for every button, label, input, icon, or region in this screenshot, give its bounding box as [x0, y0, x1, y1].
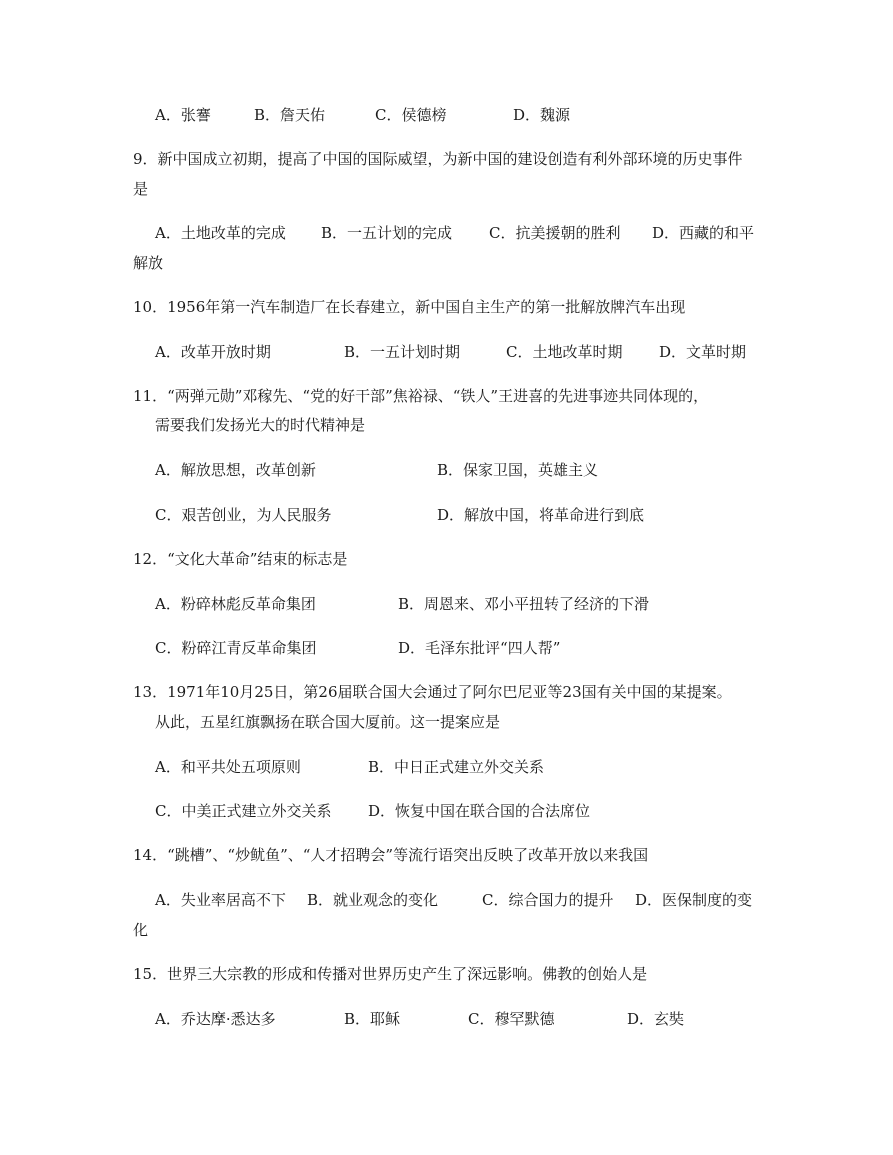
q15-option-d: D．玄奘 [627, 1010, 685, 1028]
q9-option-d: D．西藏的和平 [652, 224, 755, 242]
q9-option-b: B．一五计划的完成 [321, 224, 453, 242]
q14-option-c: C．综合国力的提升 [482, 891, 614, 909]
q14-option-d-cont: 化 [133, 921, 149, 939]
q9-option-d-cont: 解放 [133, 254, 164, 272]
q10-option-b: B．一五计划时期 [344, 343, 461, 361]
q14-option-b: B．就业观念的变化 [307, 891, 439, 909]
q15-option-b: B．耶稣 [344, 1010, 401, 1028]
q15-option-c: C．穆罕默德 [468, 1010, 555, 1028]
q13-stem: 13．1971年10月25日，第26届联合国大会通过了阿尔巴尼亚等23国有关中国的某提案。 [133, 683, 732, 701]
q8-option-b: B．詹天佑 [254, 106, 326, 124]
q11-option-b: B．保家卫国，英雄主义 [437, 461, 599, 479]
q14-option-a: A．失业率居高不下 [155, 891, 286, 909]
q9-stem-cont: 是 [133, 180, 149, 198]
q9-option-c: C．抗美援朝的胜利 [489, 224, 621, 242]
q14-option-d: D．医保制度的变 [635, 891, 753, 909]
q10-option-d: D．文革时期 [659, 343, 747, 361]
q9-stem: 9．新中国成立初期，提高了中国的国际威望，为新中国的建设创造有利外部环境的历史事件 [133, 150, 743, 168]
q13-option-a: A．和平共处五项原则 [155, 758, 301, 776]
q13-stem-cont: 从此，五星红旗飘扬在联合国大厦前。这一提案应是 [155, 713, 501, 731]
q12-option-a: A．粉碎林彪反革命集团 [155, 595, 316, 613]
q11-stem-cont: 需要我们发扬光大的时代精神是 [155, 416, 366, 434]
q9-option-a: A．土地改革的完成 [155, 224, 286, 242]
q12-option-d: D．毛泽东批评“四人帮” [398, 639, 561, 657]
q10-option-a: A．改革开放时期 [155, 343, 271, 361]
q11-option-c: C．艰苦创业，为人民服务 [155, 506, 332, 524]
q8-option-d: D．魏源 [513, 106, 571, 124]
q8-option-a: A．张謇 [155, 106, 211, 124]
q13-option-c: C．中美正式建立外交关系 [155, 802, 332, 820]
q10-option-c: C．土地改革时期 [506, 343, 623, 361]
q10-stem: 10．1956年第一汽车制造厂在长春建立，新中国自主生产的第一批解放牌汽车出现 [133, 298, 686, 316]
q11-option-a: A．解放思想，改革创新 [155, 461, 316, 479]
q12-option-c: C．粉碎江青反革命集团 [155, 639, 317, 657]
q14-stem: 14．“跳槽”、“炒鱿鱼”、“人才招聘会”等流行语突出反映了改革开放以来我国 [133, 846, 649, 864]
q15-stem: 15．世界三大宗教的形成和传播对世界历史产生了深远影响。佛教的创始人是 [133, 965, 648, 983]
q13-option-b: B．中日正式建立外交关系 [368, 758, 545, 776]
q13-option-d: D．恢复中国在联合国的合法席位 [368, 802, 591, 820]
q8-option-c: C．侯德榜 [375, 106, 447, 124]
q12-stem: 12．“文化大革命”结束的标志是 [133, 550, 348, 568]
q12-option-b: B．周恩来、邓小平扭转了经济的下滑 [398, 595, 650, 613]
q11-stem: 11．“两弹元勋”邓稼先、“党的好干部”焦裕禄、“铁人”王进喜的先进事迹共同体现的， [133, 387, 709, 405]
q11-option-d: D．解放中国，将革命进行到底 [437, 506, 645, 524]
q15-option-a: A．乔达摩·悉达多 [155, 1010, 276, 1028]
